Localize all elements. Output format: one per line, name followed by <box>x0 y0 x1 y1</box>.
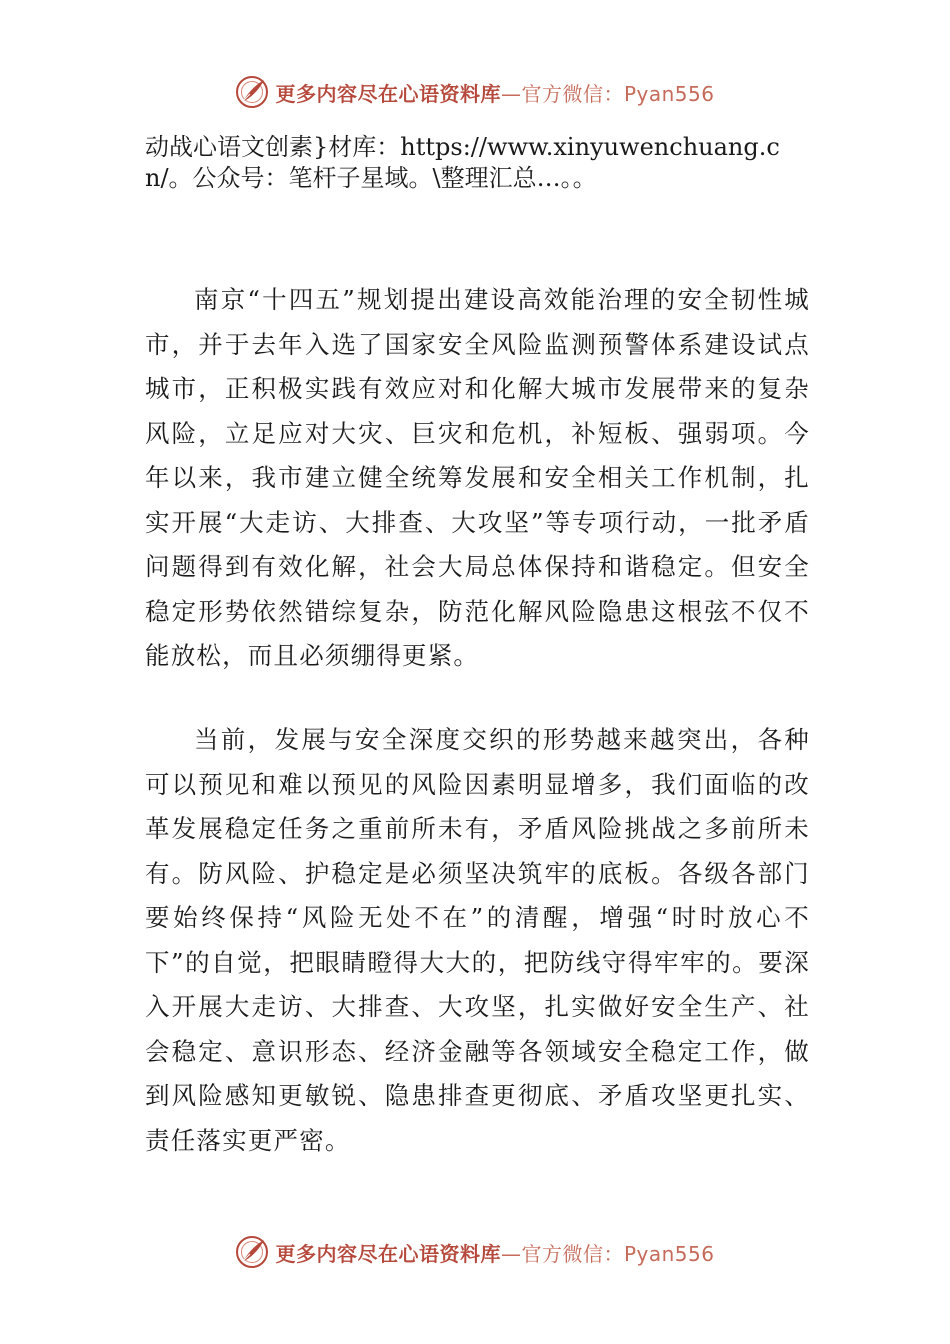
quill-logo-icon <box>235 75 269 109</box>
intro-text: 动战心语文创素}材库：https://www.xinyuwenchuang.cn/。公众号：笔杆子星域。\整理汇总…。。 <box>145 133 780 192</box>
header-banner <box>0 70 950 114</box>
quill-logo-icon <box>235 1235 269 1269</box>
footer-banner-text <box>275 1238 714 1267</box>
header-banner-main: 更多内容尽在心语资料库 <box>275 81 501 106</box>
header-banner-text <box>275 78 714 107</box>
footer-banner-main: 更多内容尽在心语资料库 <box>275 1241 501 1266</box>
footer-banner-contact: 官方微信：Pyan556 <box>521 1241 715 1266</box>
header-banner-contact: 官方微信：Pyan556 <box>521 81 715 106</box>
body-paragraph-1: 南京“十四五”规划提出建设高效能治理的安全韧性城市，并于去年入选了国家安全风险监测预警体系建设试点城市，正积极实践有效应对和化解大城市发展带来的复杂风险，立足应对大灾、巨灾和危机，补短板、强弱项。今年以来，我市建立健全统筹发展和安全相关工作机制，扎实开展“大走访、大排查、大攻坚”等专项行动，一批矛盾问题得到有效化解，社会大局总体保持和谐稳定。但安全稳定形势依然错综复杂，防范化解风险隐患这根弦不仅不能放松，而且必须绷得更紧。 <box>145 285 810 670</box>
header-banner-separator: — <box>500 81 522 106</box>
footer-banner <box>0 1230 950 1274</box>
footer-banner-separator: — <box>500 1241 522 1266</box>
body-paragraph-2: 当前，发展与安全深度交织的形势越来越突出，各种可以预见和难以预见的风险因素明显增多，我们面临的改革发展稳定任务之重前所未有，矛盾风险挑战之多前所未有。防风险、护稳定是必须坚决筑牢的底板。各级各部门要始终保持“风险无处不在”的清醒，增强“时时放心不下”的自觉，把眼睛瞪得大大的，把防线守得牢牢的。要深入开展大走访、大排查、大攻坚，扎实做好安全生产、社会稳定、意识形态、经济金融等各领域安全稳定工作，做到风险感知更敏锐、隐患排查更彻底、矛盾攻坚更扎实、责任落实更严密。 <box>145 725 810 1155</box>
